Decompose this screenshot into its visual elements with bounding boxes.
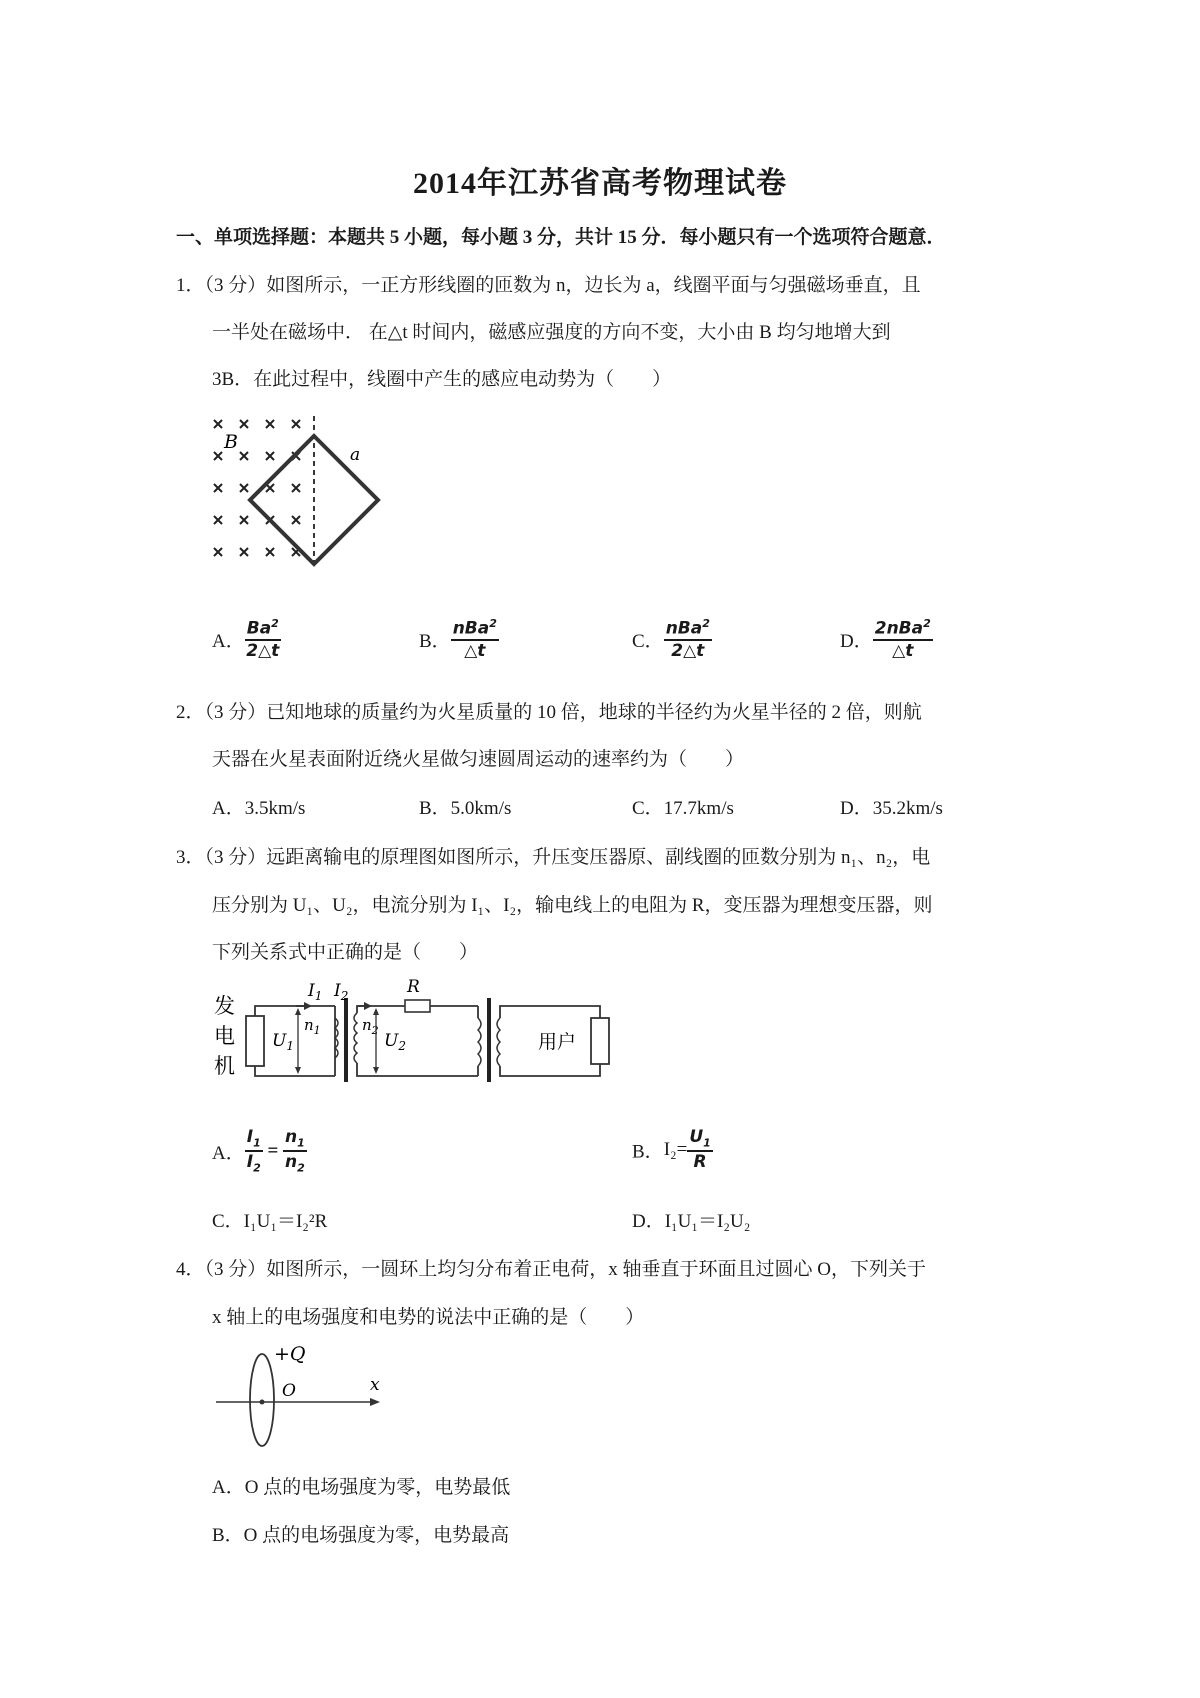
q1-line3: 3B．在此过程中，线圈中产生的感应电动势为（ ） <box>212 369 672 390</box>
label-r: R <box>407 977 420 997</box>
generator-box <box>246 1016 264 1066</box>
field-cross-mark <box>292 484 300 492</box>
field-label-b: B <box>224 431 238 453</box>
q3-line2: 压分别为 U₁、U₂，电流分别为 I₁、I₂，输电线上的电阻为 R，变压器为理想变压器，则 <box>212 895 933 916</box>
q2-line1: 2．（3 分）已知地球的质量约为火星质量的 10 倍，地球的半径约为火星半径的 2 倍，则航 <box>176 702 922 723</box>
q4-line1: 4．（3 分）如图所示，一圆环上均匀分布着正电荷，x 轴垂直于环面且过圆心 O，下列关于 <box>176 1259 926 1280</box>
q3-line1: 3．（3 分）远距离输电的原理图如图所示，升压变压器原、副线圈的匝数分别为 n₁、n₂，电 <box>176 847 931 868</box>
current-arrow-i2 <box>364 1002 372 1010</box>
stepdown-primary-coil <box>478 1018 481 1066</box>
q3-line3: 下列关系式中正确的是（ ） <box>212 942 479 963</box>
label-u2: $U_2$ <box>384 1031 406 1053</box>
q4-line2: x 轴上的电场强度和电势的说法中正确的是（ ） <box>212 1307 645 1328</box>
field-cross-mark <box>240 484 248 492</box>
q4-option-b[interactable]: B．O 点的电场强度为零，电势最高 <box>212 1525 510 1546</box>
q3-option-d[interactable]: D．I₁U₁＝I₂U₂ <box>632 1211 751 1232</box>
q3-option-b[interactable]: B．I₂= $\frac{U_1}{R}$ <box>632 1127 711 1173</box>
q4-ring-figure <box>210 1340 390 1450</box>
label-n2: $n_2$ <box>362 1016 379 1037</box>
label-n1: $n_1$ <box>304 1016 321 1037</box>
field-cross-mark <box>240 452 248 460</box>
q2-option-d[interactable]: D．35.2km/s <box>840 798 943 819</box>
field-cross-mark <box>214 548 222 556</box>
label-charge: +Q <box>274 1343 306 1365</box>
label-i1: $I_1$ <box>308 981 323 1003</box>
q3-circuit-figure <box>210 978 650 1093</box>
q3-option-c[interactable]: C．I₁U₁＝I₂²R <box>212 1211 328 1232</box>
field-cross-mark <box>214 484 222 492</box>
field-cross-mark <box>214 452 222 460</box>
q1-option-a[interactable]: A． $\frac{Ba^2}{2\triangle t}$ <box>212 617 280 662</box>
label-i2: $I_2$ <box>334 981 349 1003</box>
side-label-a: a <box>350 445 361 465</box>
q2-option-c[interactable]: C．17.7km/s <box>632 798 734 819</box>
q2-option-a[interactable]: A．3.5km/s <box>212 798 306 819</box>
q1-line2: 一半处在磁场中． 在△t 时间内，磁感应强度的方向不变，大小由 B 均匀地增大到 <box>212 322 891 343</box>
q1-option-d[interactable]: D． $\frac{2nBa^2}{\triangle t}$ <box>840 617 931 662</box>
field-cross-mark <box>266 548 274 556</box>
q2-option-b[interactable]: B．5.0km/s <box>419 798 512 819</box>
label-user: 用户 <box>538 1031 577 1053</box>
resistor-r <box>405 1000 430 1012</box>
field-cross-mark <box>214 420 222 428</box>
q1-option-c[interactable]: C． $\frac{nBa^2}{2\triangle t}$ <box>632 617 710 662</box>
field-cross-mark <box>240 516 248 524</box>
x-axis-arrow <box>370 1398 380 1406</box>
generator-char-2: 电 <box>214 1024 235 1048</box>
label-origin: O <box>282 1381 296 1401</box>
generator-char-1: 发 <box>214 994 235 1018</box>
field-cross-mark <box>214 516 222 524</box>
q1-option-b[interactable]: B． $\frac{nBa^2}{\triangle t}$ <box>419 617 497 662</box>
field-cross-mark <box>292 516 300 524</box>
stepup-secondary-coil <box>354 1013 357 1063</box>
field-cross-mark <box>266 452 274 460</box>
q1-line1: 1．（3 分）如图所示，一正方形线圈的匝数为 n，边长为 a，线圈平面与匀强磁场垂直，且 <box>176 275 921 296</box>
q3-option-a[interactable]: A． $\frac{I_1}{I_2}$ = $\frac{n_1}{n_2}$ <box>212 1127 305 1175</box>
q4-option-a[interactable]: A．O 点的电场强度为零，电势最低 <box>212 1477 511 1498</box>
origin-point <box>260 1400 265 1405</box>
field-cross-mark <box>240 420 248 428</box>
generator-char-3: 机 <box>214 1054 235 1078</box>
user-box <box>591 1018 609 1064</box>
label-u1: $U_1$ <box>272 1031 294 1053</box>
page-title: 2014年江苏省高考物理试卷 <box>413 167 787 200</box>
q2-line2: 天器在火星表面附近绕火星做匀速圆周运动的速率约为（ ） <box>212 749 745 770</box>
label-x-axis: x <box>370 1375 380 1395</box>
section-header: 一、单项选择题：本题共 5 小题，每小题 3 分，共计 15 分．每小题只有一个选项符合题意． <box>176 227 946 248</box>
stepdown-secondary-coil <box>497 1018 500 1066</box>
field-cross-mark <box>240 548 248 556</box>
field-cross-mark <box>266 420 274 428</box>
q1-coil-figure <box>210 412 390 582</box>
field-cross-mark <box>292 420 300 428</box>
current-arrow-i1 <box>304 1002 312 1010</box>
